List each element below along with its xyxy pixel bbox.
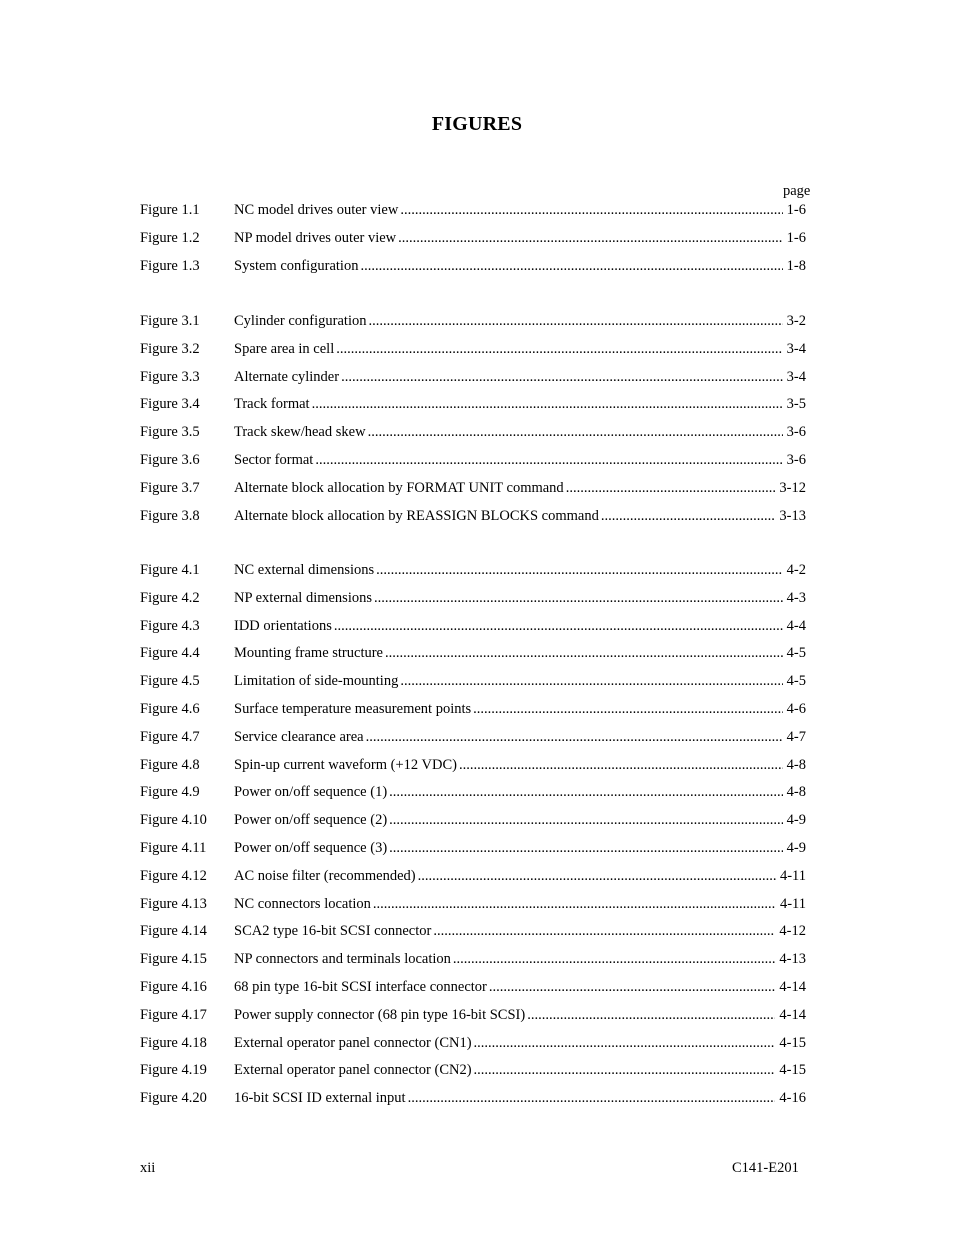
dot-leader	[385, 644, 783, 662]
figure-title: Mounting frame structure	[234, 645, 383, 662]
figure-title: External operator panel connector (CN1)	[234, 1034, 472, 1051]
dot-leader	[360, 257, 782, 275]
figure-page-number: 4-7	[783, 728, 806, 746]
figure-page-number: 3-6	[783, 423, 806, 441]
toc-entry[interactable]	[140, 451, 806, 479]
figure-page-number: 4-2	[783, 561, 806, 579]
figure-page-number: 3-2	[783, 312, 806, 330]
figure-entry-line	[234, 1034, 806, 1052]
dot-leader	[389, 839, 783, 857]
figure-page-number: 3-5	[783, 395, 806, 413]
figure-entry-line	[234, 700, 806, 718]
figure-number: Figure 4.4	[140, 645, 200, 662]
figure-entry-line	[234, 950, 806, 968]
figure-entry-line	[234, 1006, 806, 1024]
figure-title: NP model drives outer view	[234, 229, 397, 246]
dot-leader	[527, 1006, 775, 1024]
toc-entry[interactable]	[140, 783, 806, 811]
figure-entry-line	[234, 589, 806, 607]
dot-leader	[373, 895, 776, 913]
dot-leader	[566, 479, 776, 497]
figure-title: External operator panel connector (CN2)	[234, 1062, 472, 1079]
figure-number: Figure 1.3	[140, 257, 200, 274]
figure-entry-line	[234, 839, 806, 857]
toc-entry[interactable]	[140, 1089, 806, 1117]
figure-entry-line	[234, 644, 806, 662]
figure-title: NP external dimensions	[234, 589, 372, 606]
figure-number: Figure 4.15	[140, 951, 207, 968]
figure-entry-line	[234, 672, 806, 690]
dot-leader	[315, 451, 782, 469]
figure-page-number: 3-4	[783, 340, 806, 358]
figure-entry-line	[234, 811, 806, 829]
toc-group-chapter-3	[140, 312, 806, 534]
figure-number: Figure 3.6	[140, 451, 200, 468]
figure-entry-line	[234, 978, 806, 996]
figure-page-number: 3-13	[775, 507, 806, 525]
figure-title: NC model drives outer view	[234, 202, 399, 218]
figure-page-number: 4-15	[775, 1034, 806, 1052]
figure-title: Power on/off sequence (2)	[234, 812, 388, 829]
toc-entry[interactable]	[140, 1034, 806, 1062]
figure-entry-line	[234, 895, 806, 913]
dot-leader	[400, 672, 782, 690]
toc-entry[interactable]	[140, 839, 806, 867]
figure-number: Figure 4.12	[140, 867, 207, 884]
figure-page-number: 4-15	[775, 1061, 806, 1079]
figure-title: Service clearance area	[234, 728, 364, 745]
toc-entry[interactable]	[140, 978, 806, 1006]
dot-leader	[374, 589, 783, 607]
toc-entry[interactable]	[140, 368, 806, 396]
figure-page-number: 1-8	[783, 257, 806, 275]
figure-number: Figure 4.13	[140, 895, 207, 912]
figure-entry-line	[234, 1061, 806, 1079]
figure-page-number: 3-6	[783, 451, 806, 469]
figure-title: IDD orientations	[234, 617, 332, 634]
toc-entry[interactable]	[140, 617, 806, 645]
dot-leader	[474, 1034, 776, 1052]
figure-title: Track skew/head skew	[234, 424, 366, 441]
figure-entry-line	[234, 229, 806, 247]
toc-entry[interactable]	[140, 672, 806, 700]
figure-title: Alternate block allocation by REASSIGN BLOCKS command	[234, 507, 599, 524]
dot-leader	[459, 756, 783, 774]
figure-entry-line	[234, 783, 806, 801]
figure-number: Figure 3.1	[140, 313, 200, 329]
dot-leader	[341, 368, 783, 386]
dot-leader	[473, 700, 783, 718]
figure-entry-line	[234, 617, 806, 635]
figure-entry-line	[234, 561, 806, 579]
figure-title: System configuration	[234, 257, 359, 274]
figure-page-number: 4-8	[783, 756, 806, 774]
figure-number: Figure 4.10	[140, 812, 207, 829]
dot-leader	[418, 867, 776, 885]
figure-number: Figure 3.3	[140, 368, 200, 385]
figure-number: Figure 3.2	[140, 340, 200, 357]
figure-page-number: 4-5	[783, 644, 806, 662]
figure-title: 68 pin type 16-bit SCSI interface connector	[234, 978, 487, 995]
figure-number: Figure 4.14	[140, 923, 207, 940]
toc-entry[interactable]	[140, 1006, 806, 1034]
figure-number: Figure 4.7	[140, 728, 200, 745]
toc-entry[interactable]	[140, 561, 806, 589]
figure-title: Alternate block allocation by FORMAT UNIT command	[234, 479, 564, 496]
dot-leader	[398, 229, 783, 247]
figure-page-number: 4-5	[783, 672, 806, 690]
dot-leader	[453, 950, 776, 968]
figure-entry-line	[234, 479, 806, 497]
figure-title: Power on/off sequence (1)	[234, 784, 388, 801]
figure-title: NC connectors location	[234, 895, 371, 912]
figure-entry-line	[234, 423, 806, 441]
dot-leader	[489, 978, 776, 996]
figure-entry-line	[234, 312, 806, 330]
figure-number: Figure 4.2	[140, 589, 200, 606]
figure-page-number: 4-11	[776, 895, 806, 913]
dot-leader	[389, 783, 783, 801]
figure-number: Figure 4.8	[140, 756, 200, 773]
toc-entry[interactable]	[140, 229, 806, 257]
figure-entry-line	[234, 201, 806, 219]
toc-entry[interactable]	[140, 507, 806, 535]
figure-page-number: 4-8	[783, 783, 806, 801]
figure-title: Track format	[234, 396, 310, 413]
toc-entry[interactable]	[140, 312, 806, 340]
dot-leader	[400, 201, 782, 219]
toc-entry[interactable]	[140, 340, 806, 368]
figure-page-number: 4-9	[783, 839, 806, 857]
figure-entry-line	[234, 395, 806, 413]
figure-entry-line	[234, 867, 806, 885]
figure-number: Figure 4.19	[140, 1062, 207, 1079]
figure-number: Figure 1.2	[140, 229, 200, 246]
toc-entry[interactable]	[140, 811, 806, 839]
page-column-label: page	[783, 183, 811, 199]
figure-number: Figure 4.1	[140, 562, 200, 578]
figure-title: Cylinder configuration	[234, 313, 367, 329]
footer-document-id: C141-E201	[732, 1160, 799, 1176]
toc-entry[interactable]	[140, 922, 806, 950]
figure-page-number: 4-14	[775, 978, 806, 996]
figure-number: Figure 4.20	[140, 1090, 207, 1107]
figure-page-number: 4-12	[775, 922, 806, 940]
dot-leader	[601, 507, 776, 525]
figure-title: 16-bit SCSI ID external input	[234, 1090, 406, 1107]
figure-number: Figure 4.3	[140, 617, 200, 634]
figure-title: Surface temperature measurement points	[234, 700, 472, 717]
figure-number: Figure 4.6	[140, 700, 200, 717]
figure-entry-line	[234, 340, 806, 358]
toc-group-chapter-4	[140, 561, 806, 1117]
figure-number: Figure 1.1	[140, 202, 200, 218]
figure-entry-line	[234, 368, 806, 386]
dot-leader	[368, 423, 783, 441]
figure-page-number: 3-12	[775, 479, 806, 497]
toc-entry[interactable]	[140, 644, 806, 672]
figure-title: Alternate cylinder	[234, 368, 340, 385]
figure-title: NP connectors and terminals location	[234, 951, 451, 968]
figure-number: Figure 4.17	[140, 1006, 207, 1023]
figure-number: Figure 4.16	[140, 978, 207, 995]
figure-title: AC noise filter (recommended)	[234, 867, 416, 884]
figure-number: Figure 3.8	[140, 507, 200, 524]
dot-leader	[366, 728, 783, 746]
figure-page-number: 4-16	[775, 1089, 806, 1107]
figure-entry-line	[234, 922, 806, 940]
dot-leader	[336, 340, 782, 358]
figure-page-number: 4-14	[775, 1006, 806, 1024]
page-title: FIGURES	[431, 113, 523, 135]
toc-entry[interactable]	[140, 589, 806, 617]
figure-number: Figure 4.5	[140, 673, 200, 690]
dot-leader	[433, 922, 775, 940]
toc-entry[interactable]	[140, 728, 806, 756]
figure-number: Figure 4.18	[140, 1034, 207, 1051]
figure-page-number: 4-4	[783, 617, 806, 635]
figure-title: Power supply connector (68 pin type 16-bit SCSI)	[234, 1006, 526, 1023]
figure-title: Sector format	[234, 451, 314, 468]
figure-entry-line	[234, 728, 806, 746]
figure-entry-line	[234, 507, 806, 525]
toc-entry[interactable]	[140, 201, 806, 229]
dot-leader	[408, 1089, 776, 1107]
dot-leader	[389, 811, 783, 829]
figure-number: Figure 4.11	[140, 839, 207, 856]
dot-leader	[334, 617, 783, 635]
figure-number: Figure 3.4	[140, 396, 200, 413]
toc-entry[interactable]	[140, 257, 806, 285]
figure-page-number: 4-13	[775, 950, 806, 968]
figure-page-number: 3-4	[783, 368, 806, 386]
toc-entry[interactable]	[140, 423, 806, 451]
figure-title: Limitation of side-mounting	[234, 673, 399, 690]
dot-leader	[312, 395, 783, 413]
figure-entry-line	[234, 257, 806, 275]
figure-entry-line	[234, 1089, 806, 1107]
figure-page-number: 4-9	[783, 811, 806, 829]
footer-page-number: xii	[140, 1160, 156, 1176]
dot-leader	[376, 561, 783, 579]
figure-number: Figure 3.5	[140, 424, 200, 441]
dot-leader	[368, 312, 782, 330]
toc-entry[interactable]	[140, 895, 806, 923]
toc-entry[interactable]	[140, 395, 806, 423]
toc-entry[interactable]	[140, 479, 806, 507]
toc-entry[interactable]	[140, 950, 806, 978]
toc-entry[interactable]	[140, 1061, 806, 1089]
dot-leader	[474, 1061, 776, 1079]
figure-entry-line	[234, 451, 806, 469]
figure-number: Figure 4.9	[140, 784, 200, 801]
figure-page-number: 1-6	[783, 229, 806, 247]
figure-title: Spare area in cell	[234, 340, 335, 357]
toc-group-chapter-1	[140, 201, 806, 284]
figure-page-number: 1-6	[783, 201, 806, 219]
figure-page-number: 4-11	[776, 867, 806, 885]
figure-title: SCA2 type 16-bit SCSI connector	[234, 923, 432, 940]
figure-page-number: 4-3	[783, 589, 806, 607]
figure-entry-line	[234, 756, 806, 774]
toc-entry[interactable]	[140, 756, 806, 784]
toc-entry[interactable]	[140, 867, 806, 895]
figure-title: Power on/off sequence (3)	[234, 839, 388, 856]
figure-number: Figure 3.7	[140, 479, 200, 496]
figure-page-number: 4-6	[783, 700, 806, 718]
toc-entry[interactable]	[140, 700, 806, 728]
figure-title: NC external dimensions	[234, 562, 375, 578]
figure-title: Spin-up current waveform (+12 VDC)	[234, 756, 457, 773]
